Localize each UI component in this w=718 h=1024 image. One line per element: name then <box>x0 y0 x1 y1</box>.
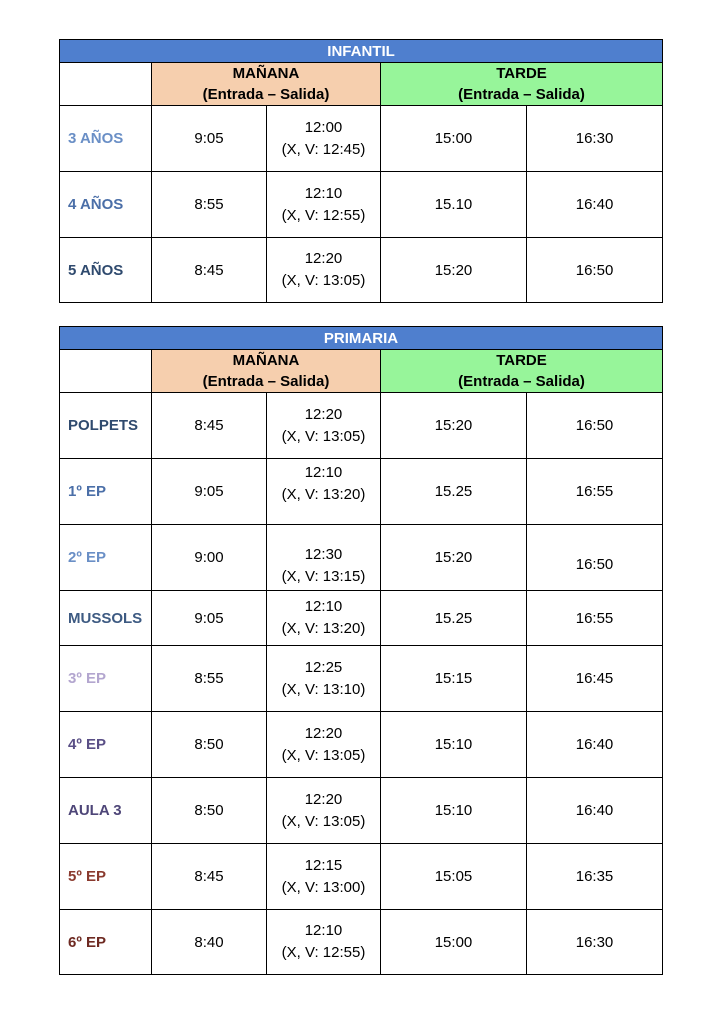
morning-exit: 12:10 (X, V: 13:20) <box>267 459 381 525</box>
row-label: 3º EP <box>60 646 152 712</box>
morning-exit: 12:00 (X, V: 12:45) <box>267 106 381 172</box>
afternoon-exit: 16:50 <box>527 393 663 459</box>
manana-sub: (Entrada – Salida) <box>202 373 330 390</box>
morning-entry: 8:50 <box>152 712 267 778</box>
morning-exit: 12:10 (X, V: 12:55) <box>267 172 381 238</box>
morning-entry: 8:45 <box>152 844 267 910</box>
morning-entry: 8:40 <box>152 910 267 975</box>
row-label: 3 AÑOS <box>60 106 152 172</box>
afternoon-entry: 15:20 <box>381 393 527 459</box>
row-label: MUSSOLS <box>60 591 152 646</box>
morning-exit: 12:30 (X, V: 13:15) <box>267 525 381 591</box>
table-row <box>60 393 663 459</box>
tarde-label: TARDE <box>496 352 547 369</box>
morning-exit: 12:25 (X, V: 13:10) <box>267 646 381 712</box>
afternoon-exit: 16:30 <box>527 910 663 975</box>
afternoon-exit: 16:40 <box>527 778 663 844</box>
afternoon-entry: 15:00 <box>381 910 527 975</box>
morning-entry: 8:45 <box>152 238 267 303</box>
afternoon-entry: 15:15 <box>381 646 527 712</box>
table-row <box>60 646 663 712</box>
manana-sub: (Entrada – Salida) <box>202 86 330 103</box>
row-label: 4 AÑOS <box>60 172 152 238</box>
afternoon-entry: 15:10 <box>381 712 527 778</box>
afternoon-entry: 15:10 <box>381 778 527 844</box>
tarde-header <box>381 350 663 393</box>
morning-entry: 8:50 <box>152 778 267 844</box>
afternoon-exit: 16:40 <box>527 712 663 778</box>
table-row <box>60 778 663 844</box>
morning-exit: 12:10 (X, V: 13:20) <box>267 591 381 646</box>
afternoon-exit: 16:55 <box>527 591 663 646</box>
afternoon-entry: 15.25 <box>381 591 527 646</box>
afternoon-exit: 16:40 <box>527 172 663 238</box>
table-row <box>60 844 663 910</box>
table-row <box>60 525 663 591</box>
table-row <box>60 106 663 172</box>
morning-entry: 8:55 <box>152 172 267 238</box>
tarde-header <box>381 63 663 106</box>
morning-entry: 9:05 <box>152 459 267 525</box>
corner-cell <box>60 350 152 393</box>
afternoon-exit: 16:55 <box>527 459 663 525</box>
tarde-sub: (Entrada – Salida) <box>458 373 585 390</box>
tarde-sub: (Entrada – Salida) <box>458 86 585 103</box>
morning-entry: 8:55 <box>152 646 267 712</box>
afternoon-entry: 15:05 <box>381 844 527 910</box>
table-row <box>60 910 663 975</box>
row-label: 5 AÑOS <box>60 238 152 303</box>
manana-header <box>152 63 381 106</box>
afternoon-exit: 16:45 <box>527 646 663 712</box>
afternoon-entry: 15:00 <box>381 106 527 172</box>
row-label: AULA 3 <box>60 778 152 844</box>
afternoon-exit: 16:50 <box>527 238 663 303</box>
row-label: 5º EP <box>60 844 152 910</box>
tarde-label: TARDE <box>496 65 547 82</box>
table-row <box>60 172 663 238</box>
table-row <box>60 591 663 646</box>
manana-header <box>152 350 381 393</box>
row-label: 6º EP <box>60 910 152 975</box>
afternoon-exit: 16:35 <box>527 844 663 910</box>
row-label: 4º EP <box>60 712 152 778</box>
manana-label: MAÑANA <box>232 352 300 369</box>
afternoon-exit: 16:50 <box>527 525 663 591</box>
afternoon-entry: 15:20 <box>381 525 527 591</box>
morning-entry: 9:00 <box>152 525 267 591</box>
morning-exit: 12:10 (X, V: 12:55) <box>267 910 381 975</box>
morning-entry: 9:05 <box>152 591 267 646</box>
morning-entry: 8:45 <box>152 393 267 459</box>
afternoon-entry: 15:20 <box>381 238 527 303</box>
afternoon-entry: 15.25 <box>381 459 527 525</box>
corner-cell <box>60 63 152 106</box>
table-row <box>60 712 663 778</box>
morning-entry: 9:05 <box>152 106 267 172</box>
row-label: POLPETS <box>60 393 152 459</box>
morning-exit: 12:20 (X, V: 13:05) <box>267 393 381 459</box>
manana-label: MAÑANA <box>232 65 300 82</box>
afternoon-entry: 15.10 <box>381 172 527 238</box>
afternoon-exit: 16:30 <box>527 106 663 172</box>
table-row <box>60 459 663 525</box>
primaria-table <box>59 326 663 975</box>
morning-exit: 12:20 (X, V: 13:05) <box>267 238 381 303</box>
row-label: 2º EP <box>60 525 152 591</box>
morning-exit: 12:15 (X, V: 13:00) <box>267 844 381 910</box>
table-title: PRIMARIA <box>60 327 663 350</box>
table-title: INFANTIL <box>60 40 663 63</box>
infantil-table <box>59 39 663 303</box>
morning-exit: 12:20 (X, V: 13:05) <box>267 712 381 778</box>
row-label: 1º EP <box>60 459 152 525</box>
morning-exit: 12:20 (X, V: 13:05) <box>267 778 381 844</box>
table-row <box>60 238 663 303</box>
